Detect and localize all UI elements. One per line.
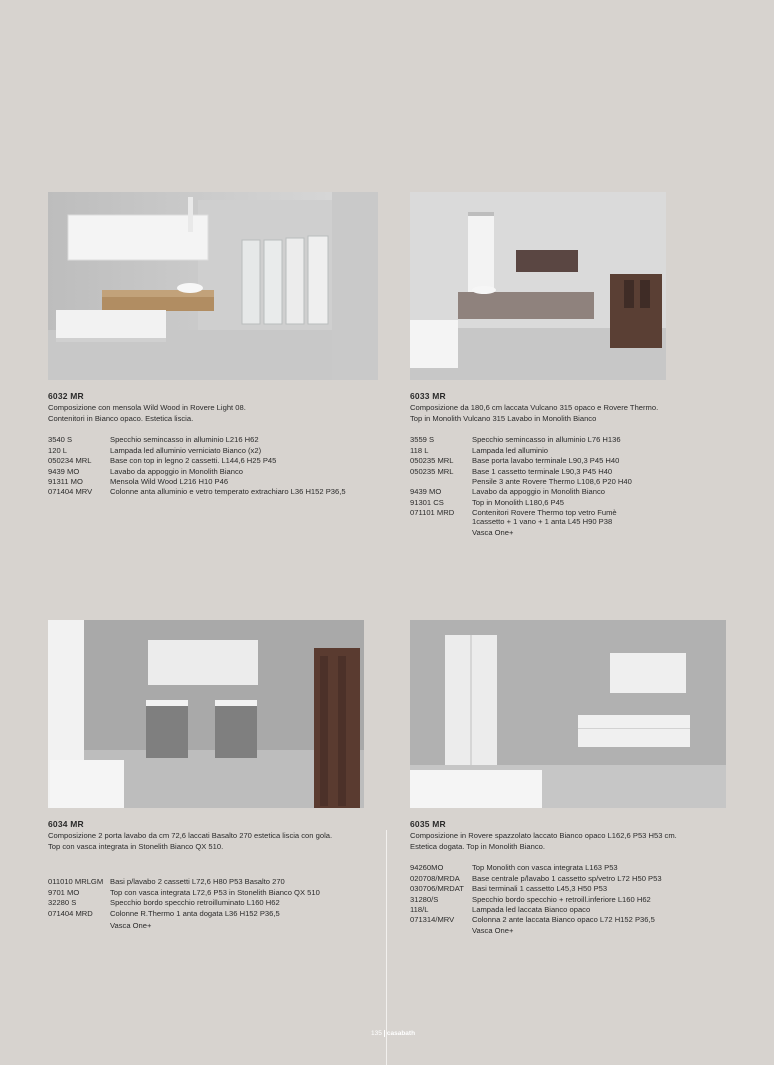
list-item: 050234 MRL Base con top in legno 2 cassetti. L144,6 H25 P45 (48, 456, 277, 466)
list-item: Vasca One+ (110, 921, 152, 931)
page-number: 135 (371, 1030, 385, 1037)
product-photo (48, 192, 378, 380)
list-item: 071314/MRV Colonna 2 ante laccata Bianco opaco L72 H152 P36,5 (410, 915, 655, 925)
list-item: 120 L Lampada led alluminio verniciato Bianco (x2) (48, 445, 262, 455)
list-item: 91301 CS Top in Monolith L180,6 P45 (410, 497, 565, 507)
list-item: 9701 MO Top con vasca integrata L72,6 P53 in Stonelith Bianco QX 510 (48, 887, 320, 897)
list-item: 118/L Lampada led laccata Bianco opaco (410, 905, 591, 915)
list-item: 071404 MRD Colonne R.Thermo 1 anta dogata L36 H152 P36,5 (48, 908, 280, 918)
list-item: 32280 S Specchio bordo specchio retroilluminato L160 H62 (48, 898, 280, 908)
list-item: 011010 MRLGM Basi p/lavabo 2 cassetti L72,6 H80 P53 Basalto 270 (48, 877, 285, 887)
product-description: Composizione 2 porta lavabo da cm 72,6 laccati Basalto 270 estetica liscia con gola. Top con vasca integrata in Stonelith Bianco QX 510. (48, 831, 333, 852)
list-item: Vasca One+ (472, 528, 514, 538)
list-item: 9439 MO Lavabo da appoggio in Monolith Bianco (48, 466, 243, 476)
product-item-list (410, 863, 740, 936)
list-item: 050235 MRL Base porta lavabo terminale L90,3 P45 H40 (410, 456, 620, 466)
bathroom-photo-6032 (48, 192, 332, 380)
list-item: 118 L Lampada led alluminio (410, 445, 548, 455)
product-description: Composizione con mensola Wild Wood in Rovere Light 08. Contenitori in Bianco opaco. Estetica liscia. (48, 403, 246, 424)
list-item: 020708/MRDA Base centrale p/lavabo 1 cassetto sp/vetro L72 H50 P53 (410, 873, 662, 883)
product-photo (410, 620, 726, 808)
list-item: 050235 MRL Base 1 cassetto terminale L90,3 P45 H40 (410, 466, 613, 476)
product-description: Composizione in Rovere spazzolato laccato Bianco opaco L162,6 P53 H53 cm. Estetica dogata. Top in Monolith Bianco. (410, 831, 677, 852)
product-description: Composizione da 180,6 cm laccata Vulcano 315 opaco e Rovere Thermo. Top in Monolith Vulcano 315 Lavabo in Monolith Bianco (410, 403, 659, 424)
list-item: 3540 S Specchio semincasso in alluminio L216 H62 (48, 435, 259, 445)
product-card-6035 (410, 620, 740, 936)
product-item-list (48, 877, 378, 931)
product-item-list (48, 435, 378, 497)
product-item-list (410, 435, 740, 538)
list-item: Vasca One+ (472, 925, 514, 935)
list-item: 071404 MRV Colonne anta alluminio e vetro temperato extrachiaro L36 H152 P36,5 (48, 487, 346, 497)
bathroom-photo-6034 (48, 620, 364, 808)
list-item: 3559 S Specchio semincasso in alluminio L76 H136 (410, 435, 621, 445)
bathroom-photo-6033 (410, 192, 666, 380)
page-footer (371, 1030, 415, 1037)
list-item: 31280/S Specchio bordo specchio + retroill.inferiore L160 H62 (410, 894, 651, 904)
bathroom-photo-6035 (410, 620, 726, 808)
list-item: 1cassetto + 1 vano + 1 anta L45 H90 P38 (472, 517, 613, 527)
list-item: Pensile 3 ante Rovere Thermo L108,6 P20 H40 (472, 477, 632, 487)
product-code: 6035 MR (410, 819, 446, 829)
product-photo (48, 620, 364, 808)
list-item: 030706/MRDAT Basi terminali 1 cassetto L45,3 H50 P53 (410, 884, 608, 894)
brand-name: casabath (386, 1030, 416, 1037)
product-code: 6034 MR (48, 819, 84, 829)
list-item: 91311 MO Mensola Wild Wood L216 H10 P46 (48, 477, 229, 487)
product-card-6032 (48, 192, 378, 498)
list-item: 9439 MO Lavabo da appoggio in Monolith Bianco (410, 487, 605, 497)
product-code: 6033 MR (410, 391, 446, 401)
list-item: 071101 MRD Contenitori Rovere Thermo top vetro Fumè (410, 508, 617, 518)
list-item: 94260MO Top Monolith con vasca integrata L163 P53 (410, 863, 618, 873)
product-card-6033 (410, 192, 740, 539)
product-card-6034 (48, 620, 378, 931)
product-code: 6032 MR (48, 391, 84, 401)
product-photo (410, 192, 666, 380)
